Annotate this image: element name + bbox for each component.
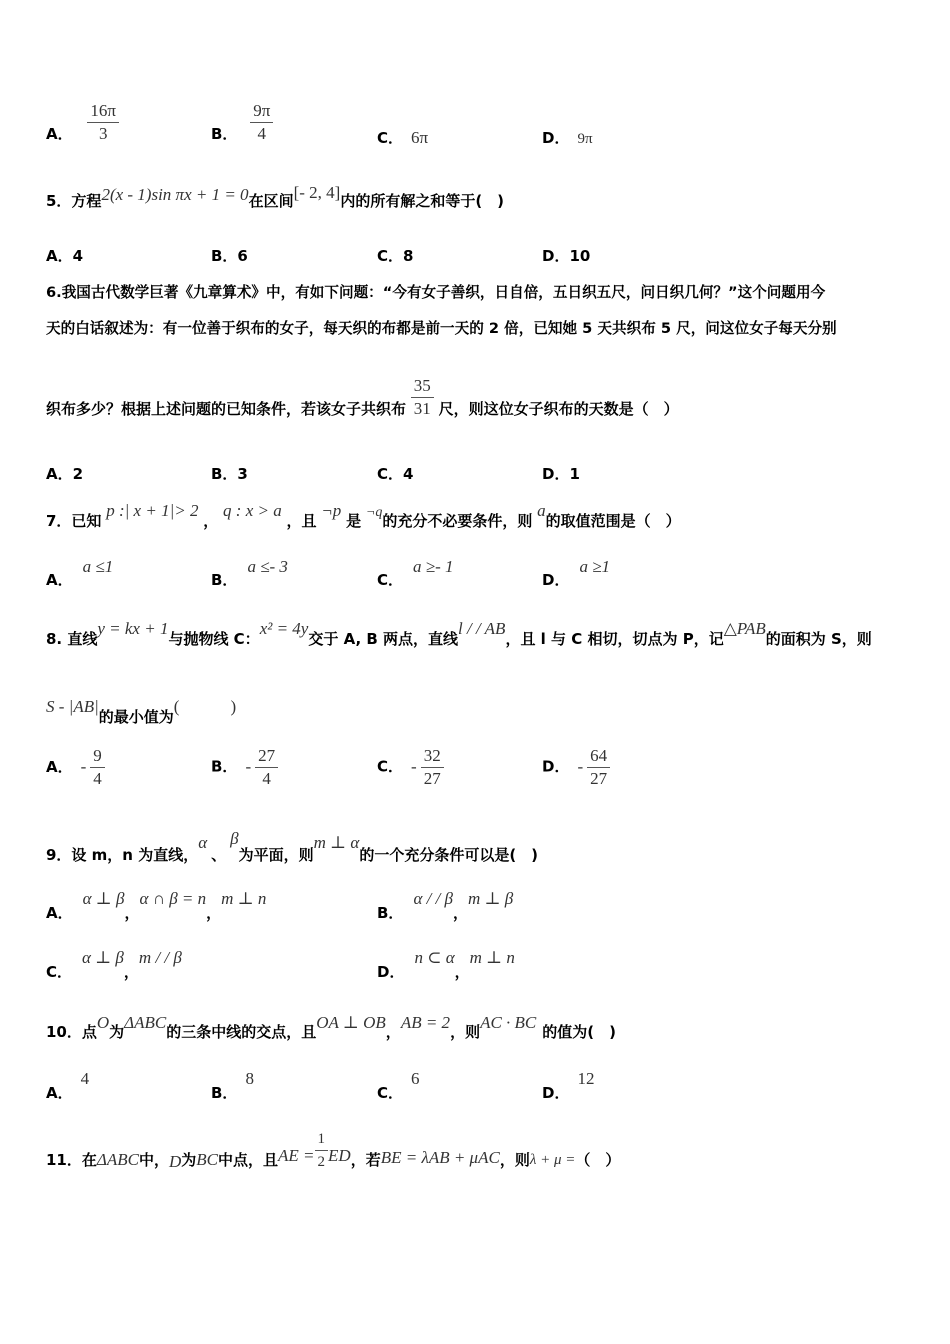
q6-option-d: D．1 [542, 465, 580, 483]
q6-line-2: 天的白话叙述为：有一位善于织布的女子，每天织的布都是前一天的 2 倍，已知她 5 天共织布 5 尺，问这位女子每天分别 [46, 320, 837, 337]
q8-parabola: x² = 4y [259, 619, 309, 638]
q9-option-c: C．α ⊥ β，m / / β [46, 948, 182, 981]
q8-option-b: B． - $\frac{27}{4}$ [211, 745, 278, 790]
q5-option-a: A．4 [46, 247, 84, 265]
q8-line-l: l / / AB [458, 619, 506, 638]
q7-p: p :| x + 1|> 2 [106, 501, 199, 520]
q9-option-b: B．α / / β，m ⊥ β [377, 889, 514, 922]
q8-option-d: D． - $\frac{64}{27}$ [542, 745, 610, 790]
q6-option-c: C．4 [377, 465, 414, 483]
question-10: 10．点O为ΔABC的三条中线的交点，且OA ⊥ OB，AB = 2，则AC · BC 的值为( ) [46, 1013, 616, 1041]
q5-option-d: D．10 [542, 247, 591, 265]
q7-not-q: ¬q [365, 505, 383, 520]
question-8: 8. 直线y = kx + 1与抛物线 C：x² = 4y交于 A, B 两点，直线l / / AB，且 l 与 C 相切，切点为 P，记△PAB的面积为 S，则 [46, 619, 872, 648]
q6-option-a: A．2 [46, 465, 84, 483]
q4-option-d: D． 9π [542, 129, 593, 147]
q10-option-d: D．12 [542, 1069, 595, 1102]
question-9: 9．设 m，n 为直线，α、β为平面，则m ⊥ α的一个充分条件可以是( ) [46, 829, 539, 864]
question-5: 5．方程2(x - 1)sin πx + 1 = 0在区间[- 2, 4]内的所有解之和等于( ) [46, 183, 505, 210]
q8-expression: S - |AB| [46, 697, 99, 716]
q7-a: a [537, 501, 546, 520]
q4-option-a: A． $\frac{16\pi}{3}$ [46, 100, 119, 145]
q10-option-b: B．8 [211, 1069, 254, 1102]
q10-option-a: A．4 [46, 1069, 90, 1102]
q4-option-b: B． $\frac{9\pi}{4}$ [211, 100, 273, 145]
q7-option-a: A．a ≤1 [46, 557, 114, 589]
q6-fraction: $\frac{35}{31}$ [411, 375, 434, 420]
q9-option-a: A．α ⊥ β，α ∩ β = n，m ⊥ n [46, 889, 267, 922]
q6-option-b: B．3 [211, 465, 248, 483]
q6-line-3: 织布多少？根据上述问题的已知条件，若该女子共织布 $\frac{35}{31}$ 尺，则这位女子织布的天数是（ ） [46, 376, 679, 418]
q5-option-c: C．8 [377, 247, 414, 265]
q5-option-b: B．6 [211, 247, 248, 265]
q7-option-d: D．a ≥1 [542, 557, 611, 589]
q4-option-c: C． 6π [377, 128, 429, 147]
q8-option-a: A． - $\frac{9}{4}$ [46, 745, 105, 790]
q8-option-c: C． - $\frac{32}{27}$ [377, 745, 444, 790]
q8-line-2: S - |AB|的最小值为( ) [46, 697, 237, 726]
q4-a-fraction: $\frac{16\pi}{3}$ [87, 100, 119, 145]
q7-option-b: B．a ≤- 3 [211, 557, 288, 589]
q8-paren: ( ) [173, 697, 237, 716]
question-7: 7．已知 p :| x + 1|> 2 ， q : x > a ，且 ¬p 是 ¬q的充分不必要条件，则 a的取值范围是（ ） [46, 501, 681, 530]
q7-option-c: C．a ≥- 1 [377, 557, 454, 589]
q5-interval: [- 2, 4] [293, 183, 341, 202]
q7-q: q : x > a [223, 501, 282, 520]
q4-b-fraction: $\frac{9\pi}{4}$ [250, 100, 273, 145]
q9-option-d: D．n ⊂ α，m ⊥ n [377, 948, 515, 981]
q6-line-1: 6.我国古代数学巨著《九章算术》中，有如下问题：“今有女子善织，日自倍，五日织五尺，问日织几何？”这个问题用今 [46, 284, 826, 301]
q5-equation: 2(x - 1)sin πx + 1 = 0 [101, 185, 249, 204]
q8-triangle: △PAB [723, 619, 766, 638]
q10-option-c: C．6 [377, 1069, 420, 1102]
q7-not-p: ¬p [321, 501, 342, 520]
question-11: 11．在ΔABC中，D为BC中点，且AE = $\frac{1}{2}$ ED，若BE = λAB + μAC，则λ + μ =（ ） [46, 1128, 620, 1173]
q8-line-eq: y = kx + 1 [97, 619, 169, 638]
q11-half: $\frac{1}{2}$ [315, 1128, 329, 1173]
